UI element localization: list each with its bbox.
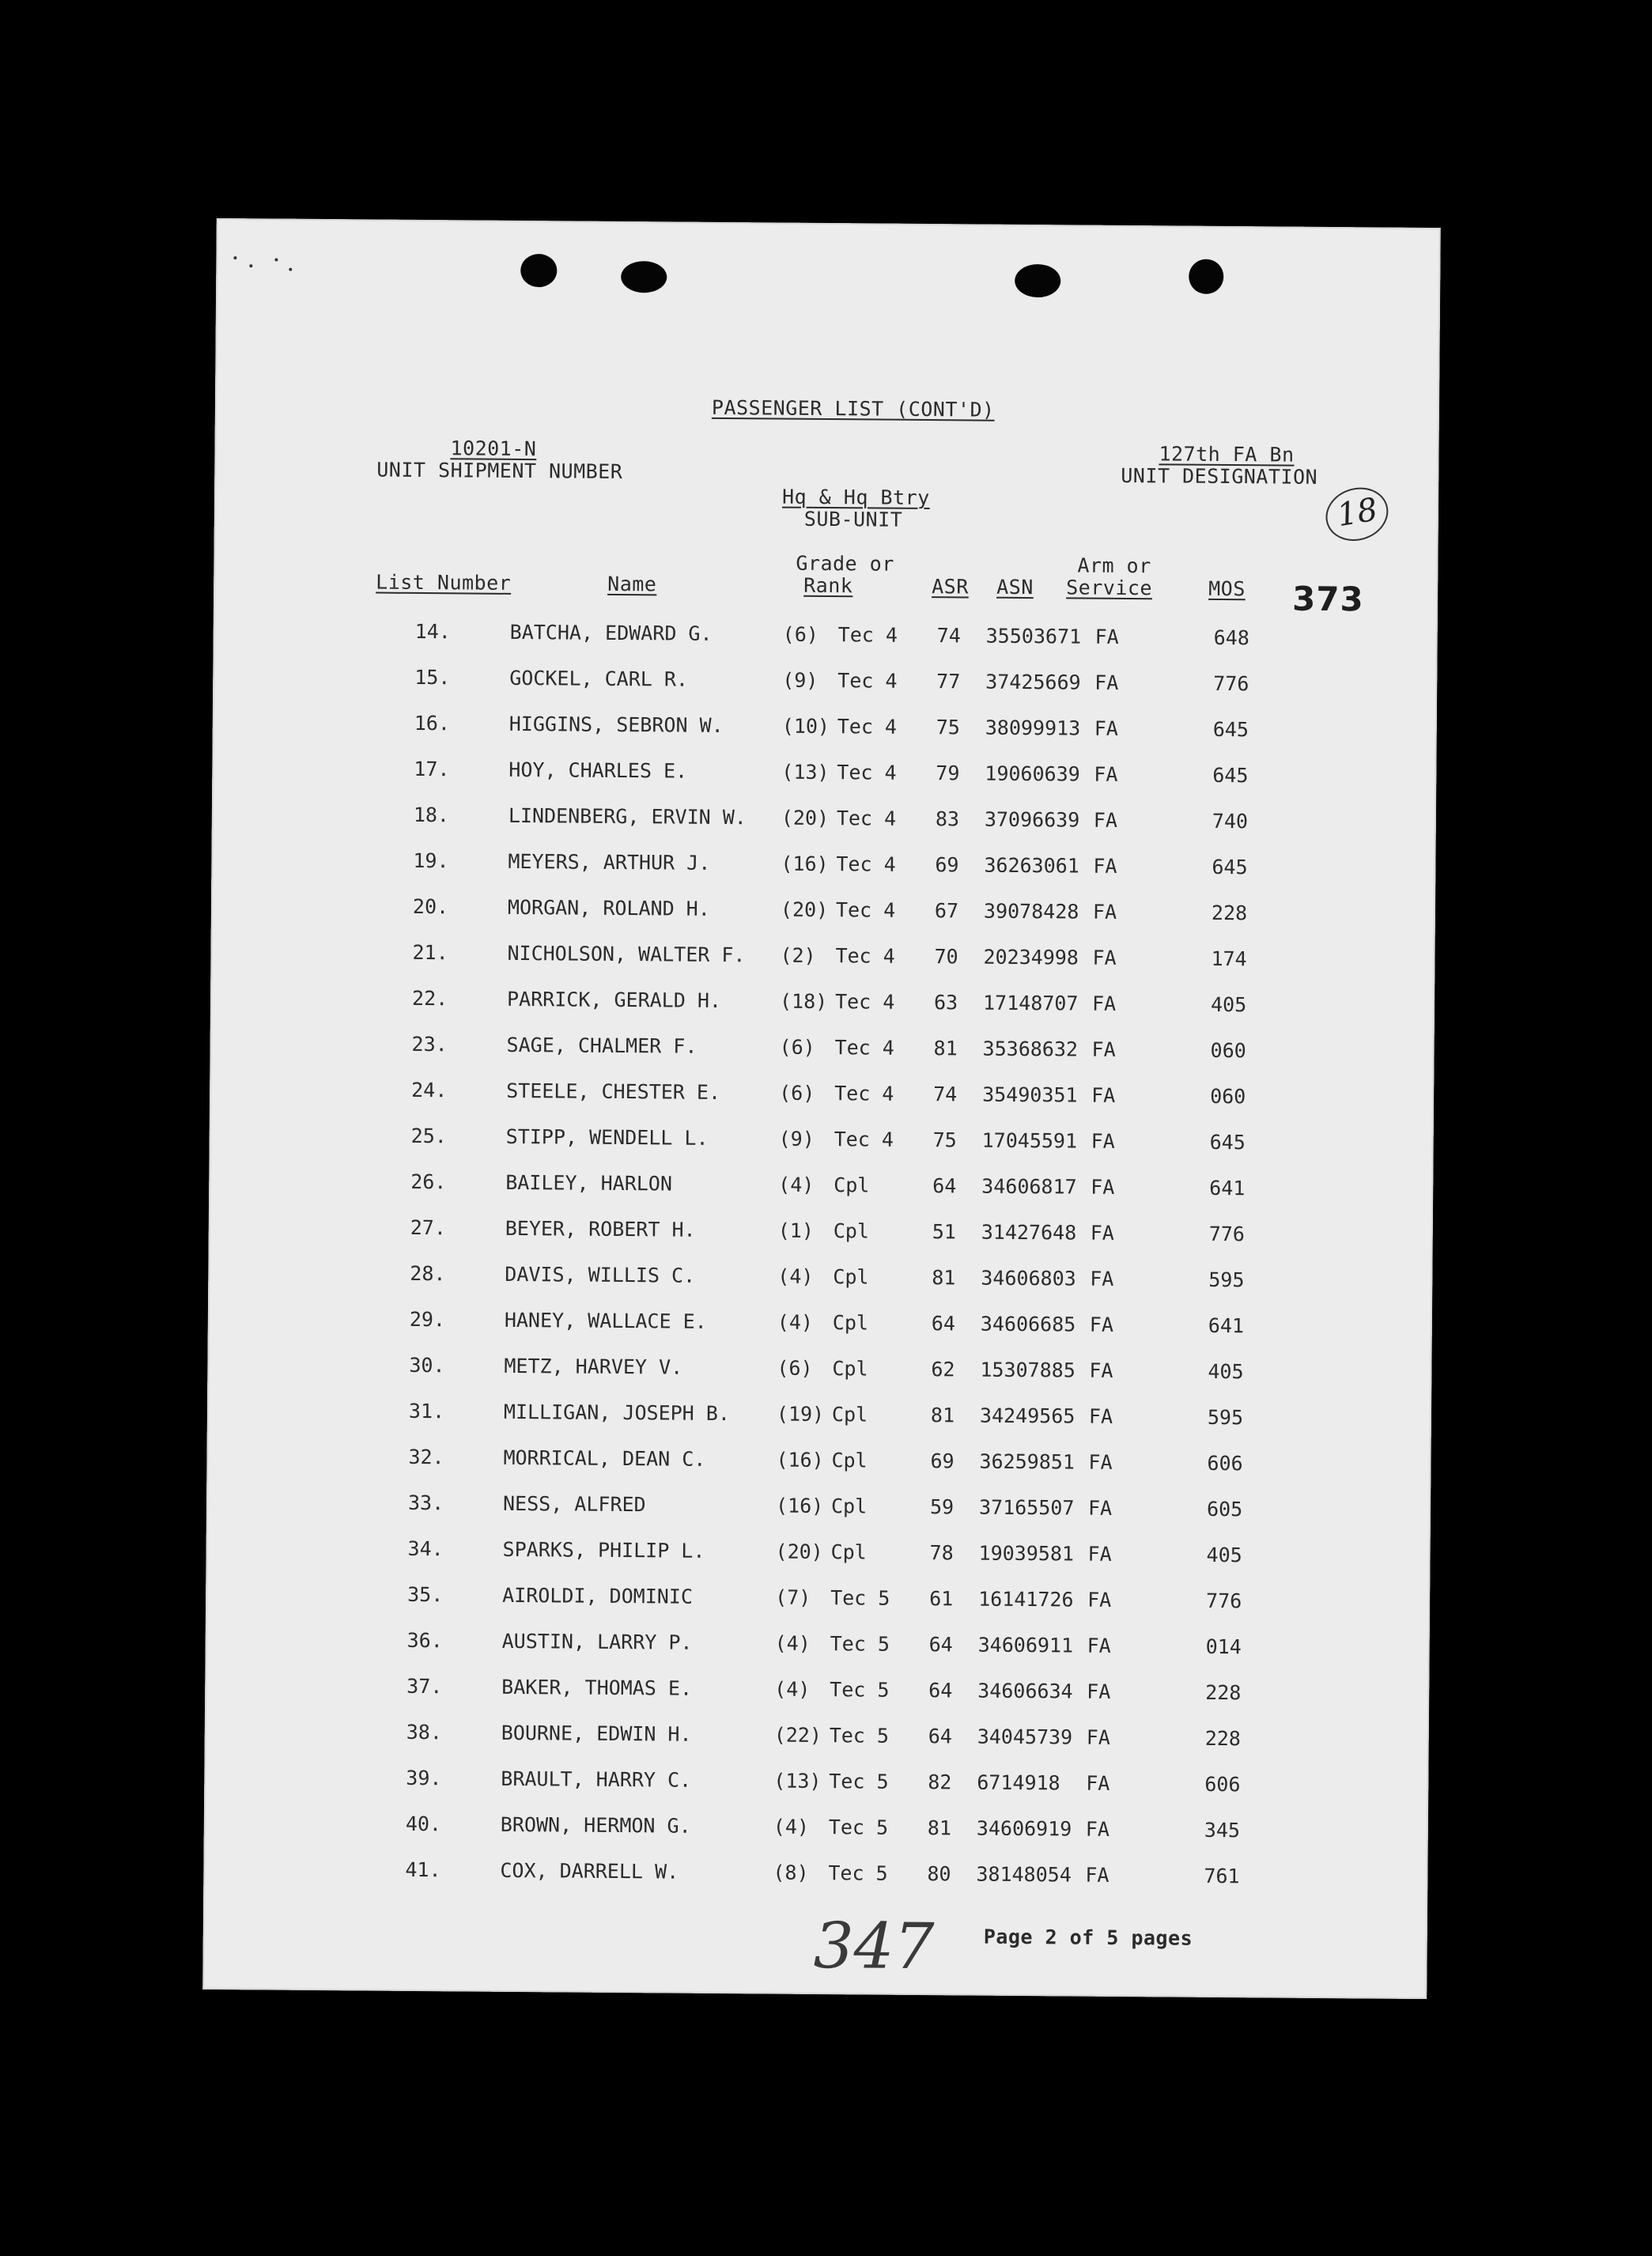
arm-cell: FA (1093, 808, 1118, 832)
rank-cell: Cpl (832, 1311, 869, 1335)
grade-code-cell: (6) (779, 1035, 815, 1059)
list-number-cell: 22. (411, 986, 448, 1011)
arm-cell: FA (1085, 1863, 1110, 1887)
mos-cell: 228 (1205, 1680, 1242, 1705)
list-number-cell: 24. (411, 1078, 448, 1102)
asn-cell: 34606919 (976, 1816, 1072, 1841)
asr-cell: 64 (931, 1312, 956, 1336)
speck (233, 256, 236, 259)
asn-cell: 17045591 (981, 1128, 1078, 1153)
asr-cell: 74 (936, 624, 961, 648)
asr-cell: 81 (932, 1266, 956, 1290)
arm-cell: FA (1091, 1175, 1115, 1199)
arm-cell: FA (1093, 854, 1117, 878)
mos-cell: 761 (1204, 1864, 1240, 1888)
name-cell: SPARKS, PHILIP L. (502, 1537, 705, 1563)
rank-cell: Tec 4 (834, 990, 895, 1014)
speck (249, 264, 252, 267)
asr-cell: 78 (929, 1541, 954, 1565)
list-number-cell: 29. (409, 1307, 446, 1332)
name-cell: STEELE, CHESTER E. (506, 1079, 721, 1104)
rank-cell: Cpl (830, 1540, 867, 1564)
asn-cell: 34606634 (977, 1679, 1073, 1703)
arm-cell: FA (1094, 625, 1119, 648)
arm-cell: FA (1092, 900, 1117, 924)
mos-cell: 641 (1208, 1313, 1245, 1338)
asn-cell: 20234998 (983, 945, 1079, 969)
arm-cell: FA (1094, 762, 1118, 786)
name-cell: NICHOLSON, WALTER F. (507, 941, 746, 967)
asr-cell: 81 (930, 1404, 955, 1427)
asn-cell: 34606911 (977, 1633, 1074, 1657)
asr-cell: 64 (928, 1633, 953, 1657)
list-number-cell: 39. (406, 1766, 442, 1790)
asr-cell: 64 (928, 1679, 953, 1702)
asn-cell: 35368632 (982, 1037, 1079, 1061)
rank-cell: Tec 4 (837, 623, 898, 647)
list-number-cell: 17. (414, 757, 450, 781)
mos-cell: 645 (1209, 1130, 1246, 1154)
mos-cell: 060 (1210, 1038, 1246, 1063)
name-cell: NESS, ALFRED (502, 1491, 646, 1517)
asr-cell: 51 (932, 1220, 957, 1244)
grade-code-cell: (13) (773, 1769, 822, 1793)
speck (289, 268, 292, 271)
page-title: PASSENGER LIST (CONT'D) (711, 395, 995, 421)
asr-cell: 81 (927, 1816, 952, 1840)
rank-cell: Tec 4 (837, 669, 898, 693)
grade-code-cell: (20) (775, 1540, 823, 1564)
mos-cell: 174 (1211, 947, 1247, 971)
rank-cell: Cpl (831, 1449, 868, 1472)
asr-cell: 62 (931, 1358, 955, 1381)
name-cell: BAILEY, HARLON (505, 1170, 673, 1196)
grade-code-cell: (8) (773, 1861, 809, 1884)
rank-cell: Tec 4 (834, 1036, 894, 1060)
list-number-cell: 33. (407, 1491, 444, 1515)
asn-cell: 37096639 (984, 807, 1080, 832)
rank-cell: Cpl (832, 1357, 868, 1381)
list-number-cell: 34. (407, 1536, 444, 1561)
grade-code-cell: (10) (781, 714, 830, 739)
grade-code-cell: (4) (773, 1815, 810, 1838)
list-number-cell: 32. (408, 1445, 444, 1469)
grade-code-cell: (9) (778, 1127, 815, 1151)
handwritten-number: 347 (813, 1908, 935, 1984)
list-number-cell: 20. (412, 894, 449, 919)
name-cell: PARRICK, GERALD H. (506, 987, 722, 1012)
list-number-cell: 19. (413, 848, 449, 873)
grade-code-cell: (20) (781, 806, 830, 830)
mos-cell: 740 (1212, 809, 1249, 833)
arm-cell: FA (1086, 1725, 1110, 1749)
rank-cell: Cpl (833, 1219, 870, 1243)
punch-hole (1189, 259, 1223, 294)
list-number-cell: 36. (406, 1628, 443, 1653)
mos-cell: 014 (1205, 1634, 1242, 1659)
mos-cell: 595 (1207, 1405, 1244, 1430)
grade-code-cell: (4) (777, 1310, 814, 1334)
unit-designation-value: 127th FA Bn (1159, 442, 1295, 467)
grade-code-cell: (20) (780, 897, 829, 922)
mos-cell: 405 (1208, 1359, 1244, 1384)
grade-code-cell: (16) (776, 1448, 824, 1472)
rank-cell: Cpl (830, 1495, 868, 1518)
grade-code-cell: (16) (775, 1494, 824, 1518)
rank-cell: Tec 4 (834, 1082, 894, 1105)
asr-cell: 64 (928, 1725, 952, 1748)
asr-cell: 69 (930, 1449, 955, 1473)
grade-code-cell: (4) (774, 1677, 811, 1701)
mos-cell: 648 (1213, 625, 1249, 650)
asr-cell: 63 (933, 991, 958, 1015)
arm-cell: FA (1092, 946, 1117, 969)
list-number-cell: 35. (407, 1582, 444, 1607)
rank-cell: Tec 4 (834, 1128, 894, 1151)
mos-cell: 776 (1206, 1589, 1242, 1613)
arm-cell: FA (1085, 1817, 1110, 1841)
grade-code-cell: (18) (779, 989, 828, 1014)
asn-cell: 6714918 (977, 1770, 1060, 1795)
col-header-asn: ASN (996, 575, 1034, 599)
name-cell: SAGE, CHALMER F. (506, 1033, 697, 1058)
asn-cell: 31427648 (981, 1220, 1077, 1245)
mos-cell: 645 (1212, 763, 1249, 788)
arm-cell: FA (1087, 1680, 1111, 1703)
rank-cell: Tec 4 (837, 715, 898, 739)
list-number-cell: 14. (414, 619, 451, 644)
mos-cell: 776 (1208, 1222, 1246, 1246)
name-cell: MORRICAL, DEAN C. (503, 1445, 706, 1471)
name-cell: AUSTIN, LARRY P. (501, 1629, 693, 1654)
rank-cell: Tec 5 (830, 1678, 890, 1702)
list-number-cell: 38. (406, 1720, 443, 1744)
rank-cell: Tec 5 (829, 1724, 890, 1748)
punch-hole (621, 261, 667, 293)
arm-cell: FA (1094, 716, 1119, 740)
asr-cell: 80 (927, 1862, 951, 1886)
stamp-number: 373 (1291, 579, 1364, 619)
grade-code-cell: (4) (778, 1173, 815, 1196)
name-cell: MEYERS, ARTHUR J. (508, 849, 711, 875)
asr-cell: 69 (935, 853, 959, 877)
list-number-cell: 30. (409, 1353, 445, 1377)
grade-code-cell: (4) (774, 1631, 811, 1655)
col-header-list-number: List Number (376, 570, 512, 595)
rank-cell: Tec 5 (829, 1770, 889, 1793)
rank-cell: Tec 5 (830, 1586, 890, 1610)
grade-code-cell: (2) (780, 943, 816, 967)
list-number-cell: 40. (405, 1812, 442, 1836)
arm-cell: FA (1087, 1496, 1113, 1520)
rank-cell: Tec 4 (836, 807, 897, 830)
asn-cell: 15307885 (980, 1358, 1076, 1382)
list-number-cell: 26. (410, 1170, 447, 1194)
mos-cell: 595 (1208, 1268, 1245, 1292)
mos-cell: 605 (1206, 1497, 1243, 1521)
name-cell: HOY, CHARLES E. (508, 758, 688, 783)
mos-cell: 228 (1204, 1726, 1242, 1751)
list-number-cell: 15. (414, 665, 451, 690)
mos-cell: 060 (1210, 1084, 1246, 1109)
rank-cell: Cpl (833, 1265, 869, 1289)
arm-cell: FA (1091, 992, 1117, 1015)
mos-cell: 645 (1212, 717, 1249, 742)
asn-cell: 38099913 (985, 716, 1081, 740)
grade-code-cell: (16) (781, 852, 829, 876)
mos-cell: 641 (1209, 1176, 1246, 1200)
arm-cell: FA (1094, 671, 1119, 694)
sub-unit-label: SUB-UNIT (803, 507, 903, 531)
passenger-rows (203, 620, 1438, 1914)
name-cell: BRAULT, HARRY C. (501, 1767, 692, 1792)
page-footer: Page 2 of 5 pages (983, 1925, 1193, 1950)
arm-cell: FA (1090, 1267, 1114, 1290)
name-cell: MILLIGAN, JOSEPH B. (503, 1400, 731, 1426)
asn-cell: 37425669 (985, 670, 1081, 694)
arm-cell: FA (1089, 1313, 1114, 1336)
name-cell: BATCHA, EDWARD G. (509, 620, 713, 645)
name-cell: BEYER, ROBERT H. (505, 1216, 696, 1241)
arm-cell: FA (1089, 1359, 1113, 1382)
list-number-cell: 18. (413, 803, 450, 827)
name-cell: AIROLDI, DOMINIC (502, 1583, 694, 1608)
mos-cell: 405 (1206, 1543, 1242, 1567)
sub-unit-value: Hq & Hq Btry (781, 485, 930, 510)
list-number-cell: 16. (414, 711, 451, 735)
arm-cell: FA (1087, 1588, 1112, 1612)
mos-cell: 345 (1204, 1818, 1241, 1842)
grade-code-cell: (22) (773, 1723, 822, 1748)
list-number-cell: 25. (410, 1124, 447, 1148)
rank-cell: Cpl (834, 1173, 870, 1197)
rank-cell: Tec 4 (835, 944, 895, 968)
grade-code-cell: (7) (775, 1585, 811, 1609)
col-header-name: Name (607, 572, 657, 596)
asn-cell: 36263061 (984, 853, 1079, 878)
asr-cell: 64 (932, 1174, 957, 1198)
asr-cell: 75 (932, 1128, 957, 1152)
name-cell: HANEY, WALLACE E. (504, 1308, 707, 1333)
name-cell: BOURNE, EDWIN H. (501, 1721, 692, 1746)
asn-cell: 34045739 (977, 1725, 1073, 1749)
rank-cell: Tec 5 (830, 1632, 890, 1656)
asn-cell: 34606685 (980, 1312, 1076, 1336)
name-cell: LINDENBERG, ERVIN W. (508, 803, 747, 829)
mos-cell: 776 (1213, 671, 1249, 696)
name-cell: DAVIS, WILLIS C. (505, 1262, 696, 1287)
mos-cell: 606 (1204, 1772, 1241, 1797)
arm-cell: FA (1088, 1450, 1113, 1474)
mos-cell: 405 (1210, 992, 1247, 1017)
grade-code-cell: (6) (779, 1081, 815, 1105)
col-header-mos: MOS (1208, 576, 1246, 601)
asn-cell: 19039581 (978, 1541, 1075, 1566)
name-cell: STIPP, WENDELL L. (505, 1124, 709, 1150)
asn-cell: 35503671 (985, 624, 1082, 648)
grade-code-cell: (4) (777, 1264, 814, 1288)
arm-cell: FA (1090, 1221, 1114, 1245)
arm-cell: FA (1087, 1634, 1111, 1657)
list-number-cell: 23. (411, 1032, 448, 1056)
asr-cell: 61 (929, 1587, 954, 1611)
asn-cell: 39078428 (983, 899, 1079, 924)
asr-cell: 74 (933, 1083, 958, 1106)
document-page (202, 218, 1441, 1999)
asn-cell: 37165507 (978, 1495, 1075, 1520)
grade-code-cell: (1) (777, 1219, 815, 1242)
arm-cell: FA (1091, 1037, 1116, 1061)
rank-cell: Tec 5 (828, 1816, 889, 1839)
asn-cell: 19060639 (985, 761, 1080, 786)
list-number-cell: 37. (406, 1674, 443, 1699)
asr-cell: 77 (936, 670, 961, 693)
circled-number: 18 (1334, 491, 1381, 535)
arm-cell: FA (1091, 1129, 1115, 1153)
grade-code-cell: (9) (782, 668, 818, 692)
asn-cell: 17148707 (982, 991, 1079, 1015)
arm-cell: FA (1091, 1083, 1116, 1107)
list-number-cell: 21. (412, 940, 448, 965)
asr-cell: 82 (928, 1770, 952, 1794)
name-cell: GOCKEL, CARL R. (509, 666, 689, 691)
arm-cell: FA (1086, 1771, 1110, 1795)
grade-code-cell: (6) (777, 1356, 813, 1380)
asr-cell: 67 (934, 899, 959, 923)
asn-cell: 34249565 (979, 1404, 1076, 1428)
name-cell: BAKER, THOMAS E. (501, 1675, 693, 1700)
punch-hole (1015, 264, 1060, 297)
list-number-cell: 27. (410, 1215, 447, 1240)
asn-cell: 16141726 (978, 1587, 1074, 1612)
name-cell: BROWN, HERMON G. (500, 1812, 691, 1838)
name-cell: METZ, HARVEY V. (504, 1354, 683, 1379)
rank-cell: Tec 5 (828, 1861, 888, 1885)
grade-code-cell: (13) (781, 760, 830, 784)
asr-cell: 79 (936, 761, 960, 785)
col-header-grade-line2: Rank (803, 573, 853, 598)
rank-cell: Tec 4 (836, 852, 896, 876)
col-header-asr: ASR (932, 575, 969, 599)
grade-code-cell: (6) (782, 622, 818, 646)
unit-shipment-number-value: 10201-N (450, 436, 537, 461)
arm-cell: FA (1088, 1404, 1113, 1428)
grade-code-cell: (19) (776, 1402, 825, 1427)
asr-cell: 59 (929, 1495, 955, 1519)
unit-shipment-number-label: UNIT SHIPMENT NUMBER (376, 458, 623, 483)
unit-designation-label: UNIT DESIGNATION (1121, 463, 1318, 489)
mos-cell: 645 (1212, 855, 1248, 879)
name-cell: MORGAN, ROLAND H. (507, 895, 710, 920)
name-cell: HIGGINS, SEBRON W. (508, 712, 724, 738)
name-cell: COX, DARRELL W. (500, 1858, 679, 1884)
col-header-arm-line1: Arm or (1077, 554, 1151, 578)
rank-cell: Cpl (831, 1403, 868, 1427)
asn-cell: 36259851 (979, 1449, 1076, 1474)
rank-cell: Tec 4 (837, 761, 897, 784)
col-header-grade-line1: Grade or (796, 551, 894, 576)
list-number-cell: 31. (408, 1399, 445, 1423)
arm-cell: FA (1087, 1542, 1112, 1566)
asr-cell: 83 (935, 807, 960, 831)
asn-cell: 38148054 (976, 1862, 1072, 1887)
asn-cell: 35490351 (982, 1083, 1078, 1107)
col-header-arm-line2: Service (1066, 576, 1153, 600)
speck (274, 259, 278, 262)
asr-cell: 81 (933, 1037, 958, 1060)
asr-cell: 70 (934, 945, 958, 969)
asn-cell: 34606803 (981, 1266, 1076, 1290)
asn-cell: 34606817 (981, 1174, 1077, 1199)
punch-hole (520, 254, 557, 287)
list-number-cell: 41. (405, 1857, 441, 1882)
mos-cell: 606 (1207, 1451, 1243, 1476)
mos-cell: 228 (1211, 901, 1248, 925)
list-number-cell: 28. (410, 1261, 446, 1286)
rank-cell: Tec 4 (835, 898, 896, 922)
table-row (203, 1858, 1427, 1914)
asr-cell: 75 (936, 716, 961, 739)
